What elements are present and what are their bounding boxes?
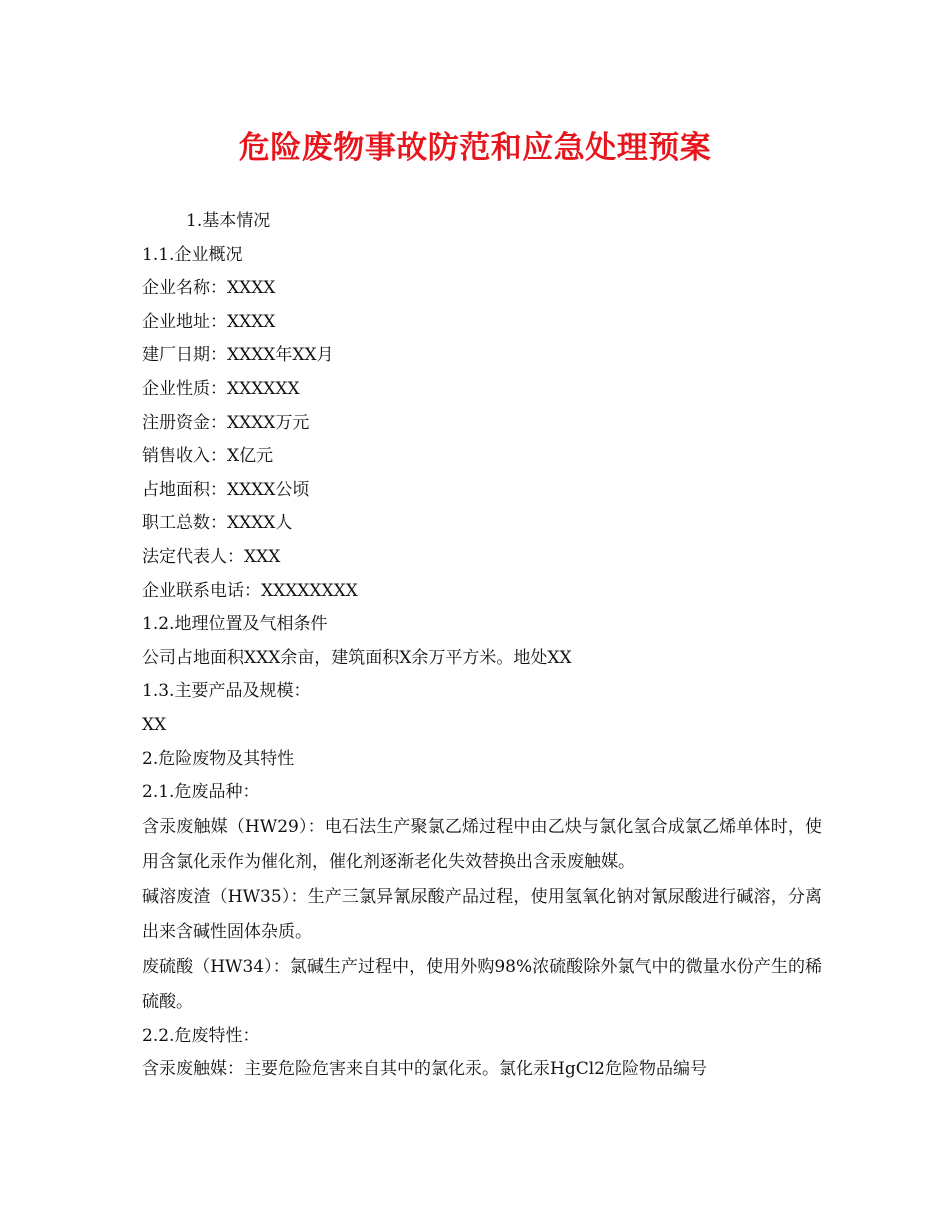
mercury-catalyst-paragraph: 含汞废触媒（HW29）：电石法生产聚氯乙烯过程中由乙炔与氯化氢合成氯乙烯单体时，使用含氯化汞作为催化剂，催化剂逐渐老化失效替换出含汞废触媒。	[142, 816, 822, 872]
alkali-residue-paragraph: 碱溶废渣（HW35）：生产三氯异氰尿酸产品过程，使用氢氧化钠对氰尿酸进行碱溶，分离出来含碱性固体杂质。	[142, 886, 822, 942]
section-heading-2: 2.危险废物及其特性	[142, 748, 295, 769]
company-phone-line: 企业联系电话：XXXXXXXX	[142, 580, 358, 601]
company-address-line: 企业地址：XXXX	[142, 311, 276, 332]
document-title: 危险废物事故防范和应急处理预案	[238, 130, 712, 166]
employee-count-line: 职工总数：XXXX人	[142, 513, 293, 534]
founding-date-line: 建厂日期：XXXX年XX月	[142, 345, 334, 366]
location-description: 公司占地面积XXX余亩，建筑面积X余万平方米。地处XX	[142, 647, 572, 668]
waste-sulfuric-acid-paragraph: 废硫酸（HW34）：氯碱生产过程中，使用外购98%浓硫酸除外氯气中的微量水份产生的稀硫酸。	[142, 956, 822, 1012]
company-type-line: 企业性质：XXXXXX	[142, 378, 300, 399]
section-heading-1-1: 1.1.企业概况	[142, 244, 243, 265]
section-heading-2-1: 2.1.危废品种：	[142, 782, 260, 803]
products-value: XX	[142, 714, 167, 735]
section-heading-1: 1.基本情况	[186, 211, 271, 231]
mercury-hazard-line: 含汞废触媒：主要危险危害来自其中的氯化汞。氯化汞HgCl2危险物品编号	[142, 1059, 707, 1080]
sales-revenue-line: 销售收入：X亿元	[142, 446, 274, 467]
company-name-line: 企业名称：XXXX	[142, 278, 276, 299]
registered-capital-line: 注册资金：XXXX万元	[142, 412, 310, 433]
land-area-line: 占地面积：XXXX公顷	[142, 479, 310, 500]
section-heading-1-3: 1.3.主要产品及规模：	[142, 681, 311, 702]
section-heading-1-2: 1.2.地理位置及气相条件	[142, 614, 328, 635]
section-heading-2-2: 2.2.危废特性：	[142, 1025, 260, 1046]
legal-representative-line: 法定代表人：XXX	[142, 546, 281, 567]
document-body	[142, 205, 822, 1087]
